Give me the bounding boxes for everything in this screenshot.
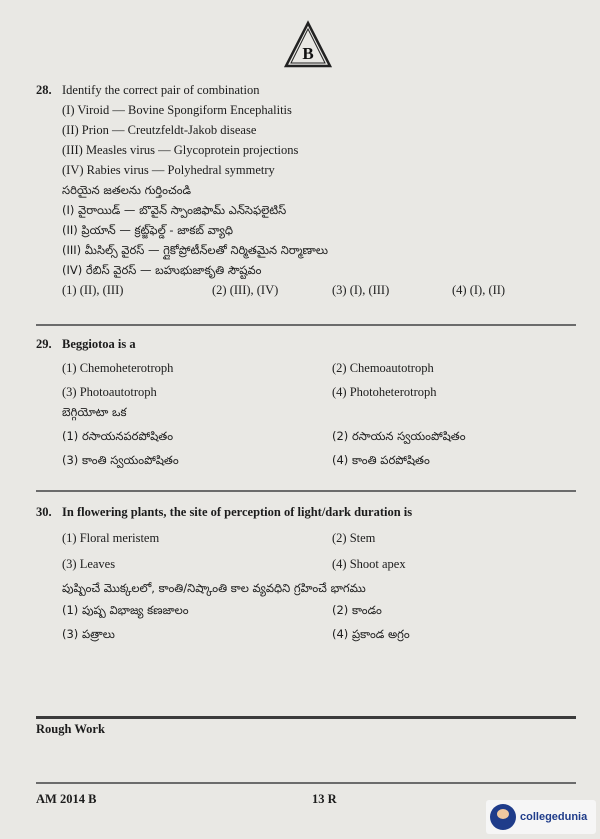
option-4[interactable]: (4) Shoot apex [332, 557, 406, 571]
collegedunia-watermark [486, 800, 596, 834]
telugu-option-3[interactable]: (3) కాంతి స్వయంపోషితం [62, 453, 179, 467]
telugu-option-4[interactable]: (4) ప్రకాండ అగ్రం [332, 627, 410, 641]
option-2[interactable]: (2) Stem [332, 531, 376, 545]
telugu-option-2[interactable]: (2) కాండం [332, 603, 382, 617]
section-divider [36, 324, 576, 326]
watermark-brand: collegedunia [520, 811, 588, 823]
pair: (I) Viroid — Bovine Spongiform Encephalitis [62, 103, 292, 117]
question-number: 29. [36, 337, 52, 351]
question-number: 28. [36, 83, 52, 97]
option-3[interactable]: (3) Leaves [62, 557, 116, 571]
question-30 [36, 502, 584, 644]
option-4[interactable]: (4) (I), (II) [452, 283, 506, 297]
set-letter: B [302, 44, 314, 63]
option-2[interactable]: (2) (III), (IV) [212, 283, 279, 297]
telugu-pair: (II) ప్రియాన్ — క్రట్జ్‌ఫెల్డ్ - జాకబ్ వ్యాధి [62, 223, 234, 237]
mascot-icon [490, 804, 516, 830]
telugu-option-1[interactable]: (1) రసాయనపరపోషితం [62, 429, 174, 443]
telugu-stem: పుష్పించే మొక్కలలో, కాంతి/నిష్కాంతి కాల వ్యవధిని గ్రహించే భాగము [62, 581, 366, 595]
option-4[interactable]: (4) Photoheterotroph [332, 385, 437, 399]
options-row [36, 280, 584, 300]
option-1[interactable]: (1) (II), (III) [62, 283, 124, 297]
question-28 [36, 80, 584, 300]
question-stem: Beggiotoa is a [62, 337, 136, 351]
telugu-pair: (IV) రేబిస్ వైరస్ — బహుభుజాకృతి సౌష్టవం [62, 263, 262, 277]
question-stem: In flowering plants, the site of perception of light/dark duration is [62, 505, 413, 519]
question-29 [36, 334, 584, 470]
section-divider [36, 490, 576, 492]
option-2[interactable]: (2) Chemoautotroph [332, 361, 434, 375]
pair: (II) Prion — Creutzfeldt-Jakob disease [62, 123, 257, 137]
pair: (IV) Rabies virus — Polyhedral symmetry [62, 163, 275, 177]
telugu-option-1[interactable]: (1) పుష్ప విభాజ్య కణజాలం [62, 603, 189, 617]
set-letter-badge [283, 20, 333, 70]
paper-code: AM 2014 B [36, 792, 97, 806]
footer-divider [36, 782, 576, 784]
page-number: 13 R [312, 792, 337, 806]
pair: (III) Measles virus — Glycoprotein projections [62, 143, 299, 157]
telugu-stem: సరియైన జతలను గుర్తించండి [62, 183, 192, 197]
telugu-pair: (III) మీసిల్స్ వైరస్ — గ్లైకోప్రోటీన్‌లతో నిర్మితమైన నిర్మాణాలు [62, 243, 329, 257]
option-3[interactable]: (3) Photoautotroph [62, 385, 157, 399]
option-1[interactable]: (1) Chemoheterotroph [62, 361, 174, 375]
rough-work-divider [36, 716, 576, 719]
telugu-option-3[interactable]: (3) పత్రాలు [62, 627, 115, 641]
telugu-pair: (I) వైరాయిడ్ — బొవైన్ స్పాంజిఫామ్ ఎన్‌సెఫలైటిస్ [62, 203, 287, 217]
rough-work-label: Rough Work [36, 722, 105, 736]
question-stem: Identify the correct pair of combination [62, 83, 260, 97]
telugu-option-4[interactable]: (4) కాంతి పరపోషితం [332, 453, 430, 467]
question-number: 30. [36, 505, 52, 519]
telugu-stem: బెగ్గియోటా ఒక [62, 405, 127, 419]
option-1[interactable]: (1) Floral meristem [62, 531, 160, 545]
telugu-option-2[interactable]: (2) రసాయన స్వయంపోషితం [332, 429, 466, 443]
option-3[interactable]: (3) (I), (III) [332, 283, 390, 297]
